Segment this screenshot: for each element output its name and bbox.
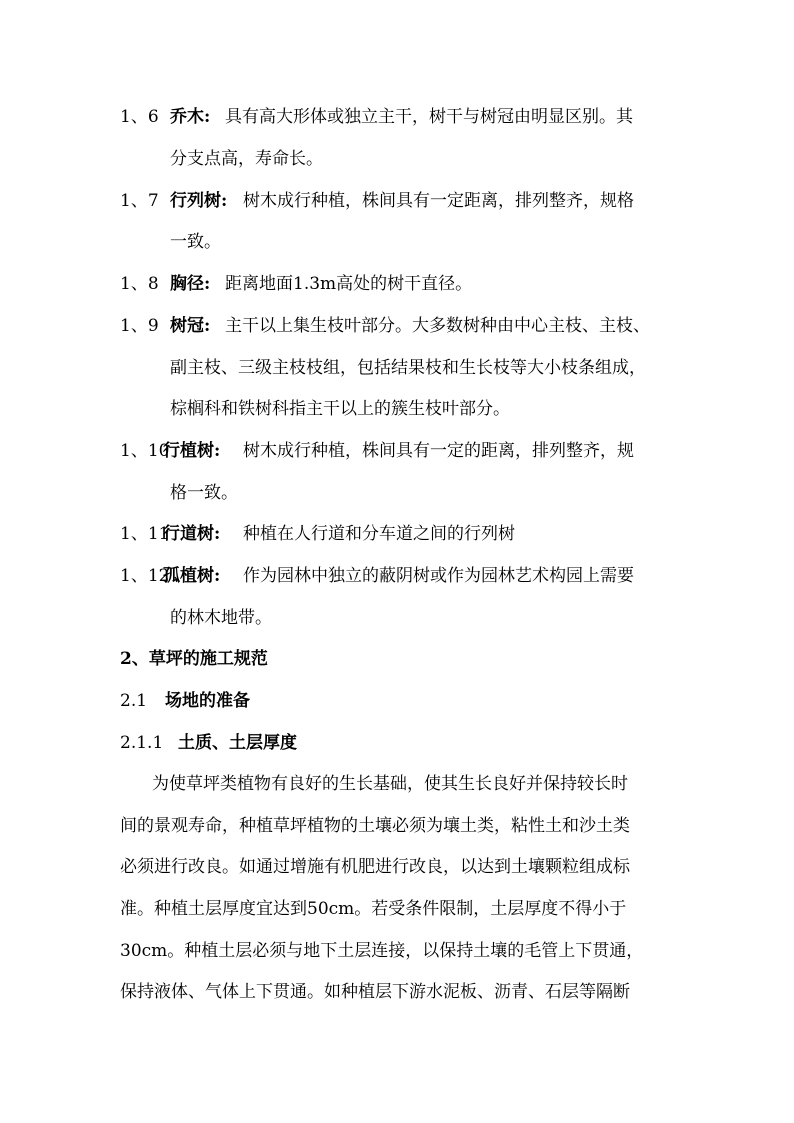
item-number: 1、6 [120, 107, 159, 127]
paragraph-text: 必须进行改良。如通过增施有机肥进行改良，以达到土壤颗粒组成标 [120, 857, 630, 877]
item-term: 孤植树: [163, 566, 221, 586]
item-text: 种植在人行道和分车道之间的行列树 [243, 524, 515, 544]
item-number: 1、10 [120, 441, 170, 461]
item-term: 行道树: [163, 524, 221, 544]
item-text: 棕榈科和铁树科指主干以上的簇生枝叶部分。 [170, 399, 510, 419]
item-number: 1、9 [120, 316, 159, 336]
paragraph-text: 为使草坪类植物有良好的生长基础，使其生长良好并保持较长时 [152, 774, 628, 794]
item-term: 胸径: [170, 274, 211, 294]
item-text: 树木成行种植，株间具有一定距离，排列整齐，规格 [243, 191, 634, 211]
subsection-number: 2.1 [120, 691, 148, 711]
paragraph-text: 保持液体、气体上下贯通。如种植层下游水泥板、沥青、石层等隔断 [120, 982, 630, 1002]
paragraph-text: 30cm。种植土层必须与地下土层连接，以保持土壤的毛管上下贯通， [120, 941, 644, 961]
item-term: 乔木: [170, 107, 211, 127]
item-text: 距离地面1.3m高处的树干直径。 [225, 274, 473, 294]
section-title: 2、草坪的施工规范 [120, 649, 268, 669]
item-number: 1、11 [120, 524, 170, 544]
item-number: 1、7 [120, 191, 159, 211]
item-text: 主干以上集生枝叶部分。大多数树种由中心主枝、主枝、 [225, 316, 650, 336]
item-term: 行列树: [170, 191, 228, 211]
paragraph-text: 间的景观寿命，种植草坪植物的土壤必须为壤土类，粘性土和沙土类 [120, 816, 630, 836]
item-term: 树冠: [170, 316, 211, 336]
subsubsection-title: 土质、土层厚度 [178, 733, 297, 753]
item-text: 一致。 [170, 232, 221, 252]
item-text: 格一致。 [170, 483, 238, 503]
item-text: 分支点高，寿命长。 [170, 149, 323, 169]
item-text: 具有高大形体或独立主干，树干与树冠由明显区别。其 [225, 107, 633, 127]
item-term: 行植树: [163, 441, 221, 461]
subsection-title: 场地的准备 [165, 691, 250, 711]
item-text: 的林木地带。 [170, 608, 272, 628]
item-text: 副主枝、三级主枝枝组，包括结果枝和生长枝等大小枝条组成， [170, 358, 646, 378]
item-number: 1、8 [120, 274, 159, 294]
item-number: 1、12 [120, 566, 170, 586]
item-text: 作为园林中独立的蔽阴树或作为园林艺术构园上需要 [243, 566, 634, 586]
paragraph-text: 准。种植土层厚度宜达到50cm。若受条件限制，土层厚度不得小于 [120, 899, 627, 919]
item-text: 树木成行种植，株间具有一定的距离，排列整齐，规 [243, 441, 634, 461]
subsubsection-number: 2.1.1 [120, 733, 164, 753]
